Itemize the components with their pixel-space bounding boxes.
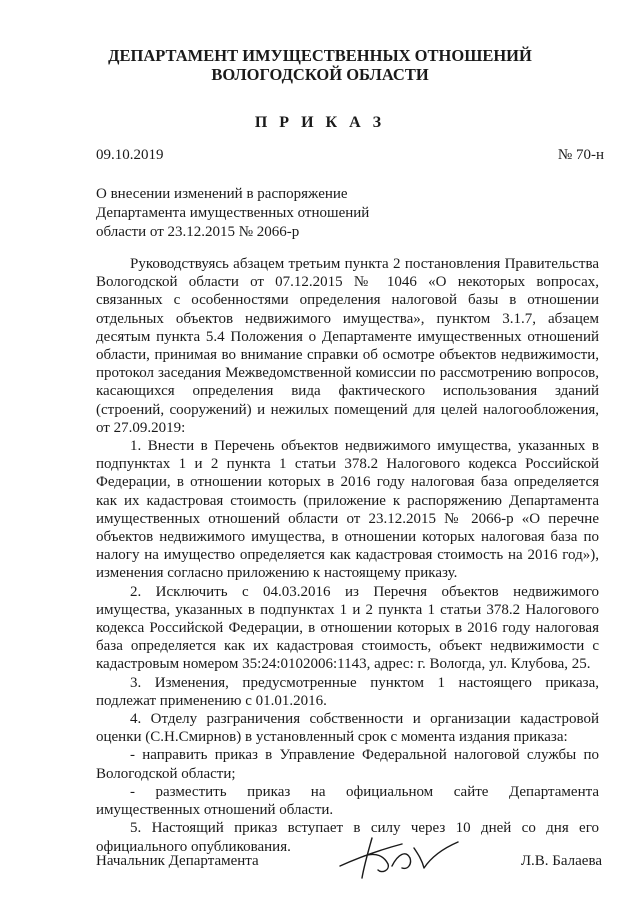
signatory-position: Начальник Департамента	[96, 853, 259, 869]
document-date: 09.10.2019	[96, 147, 164, 163]
document-title: П Р И К А З	[254, 114, 386, 131]
body-paragraph-preamble: Руководствуясь абзацем третьим пункта 2 постановления Правительства Вологодской области от 07.12.2015 № 1046 «О некоторых вопросах, связанных с особенностями определения налоговой базы в отношении отдельных объектов недвижимого имущества», пунктом 3.1.7, абзацем десятым пункта 5.4 Положения о Департаменте имущественных отношений области, принимая во внимание справки об осмотре объектов недвижимости, протокол заседания Межведомственной комиссии по рассмотрению вопросов, касающихся определения вида фактического использования зданий (строений, сооружений) и нежилых помещений для целей налогообложения, от 27.09.2019:	[96, 256, 599, 436]
subject-line: О внесении изменений в распоряжение	[96, 186, 348, 202]
document-subject	[96, 185, 416, 242]
header-line-1: ДЕПАРТАМЕНТ ИМУЩЕСТВЕННЫХ ОТНОШЕНИЙ	[108, 46, 532, 65]
document-number: № 70-н	[557, 147, 604, 163]
body-paragraph-item-4: 4. Отделу разграничения собственности и организации кадастровой оценки (С.Н.Смирнов) в установленный срок с момента издания приказа:	[96, 711, 599, 746]
body-paragraph-item-4-b: - разместить приказ на официальном сайте Департамента имущественных отношений области.	[96, 783, 599, 819]
signatory-name: Л.В. Балаева	[520, 853, 602, 869]
subject-line: области от 23.12.2015 № 2066-р	[96, 224, 300, 240]
body-paragraph-item-3: 3. Изменения, предусмотренные пунктом 1 настоящего приказа, подлежат применению с 01.01.2016.	[96, 674, 599, 709]
header-line-2: ВОЛОГОДСКОЙ ОБЛАСТИ	[211, 65, 429, 84]
subject-line: Департамента имущественных отношений	[96, 205, 370, 221]
handwritten-signature	[332, 826, 462, 886]
document-body	[96, 255, 599, 856]
body-paragraph-item-4-a: - направить приказ в Управление Федеральной налоговой службы по Вологодской области;	[96, 747, 599, 782]
department-header	[0, 46, 640, 84]
body-paragraph-item-5: 5. Настоящий приказ вступает в силу через 10 дней со дня его официального опубликования.	[96, 820, 599, 855]
body-paragraph-item-2: 2. Исключить с 04.03.2016 из Перечня объектов недвижимого имущества, указанных в подпунктах 1 и 2 пункта 1 статьи 378.2 Налогового кодекса Российской Федерации, в отношении которых в 2016 году налоговая база определяется как их кадастровая стоимость, объект недвижимости с кадастровым номером 35:24:0102006:1143, адрес: г. Вологда, ул. Клубова, 25.	[96, 583, 599, 673]
body-paragraph-item-1: 1. Внести в Перечень объектов недвижимого имущества, указанных в подпунктах 1 и 2 пункта 1 статьи 378.2 Налогового кодекса Российской Федерации, в отношении которых в 2016 году налоговая база определяется как их кадастровая стоимость (приложение к распоряжению Департамента имущественных отношений области от 23.12.2015 № 2066-р «О перечне объектов недвижимого имущества, в отношении которых налоговая база по налогу на имущество определяется как кадастровая стоимость на 2016 год»), изменения согласно приложению к настоящему приказу.	[96, 438, 599, 582]
